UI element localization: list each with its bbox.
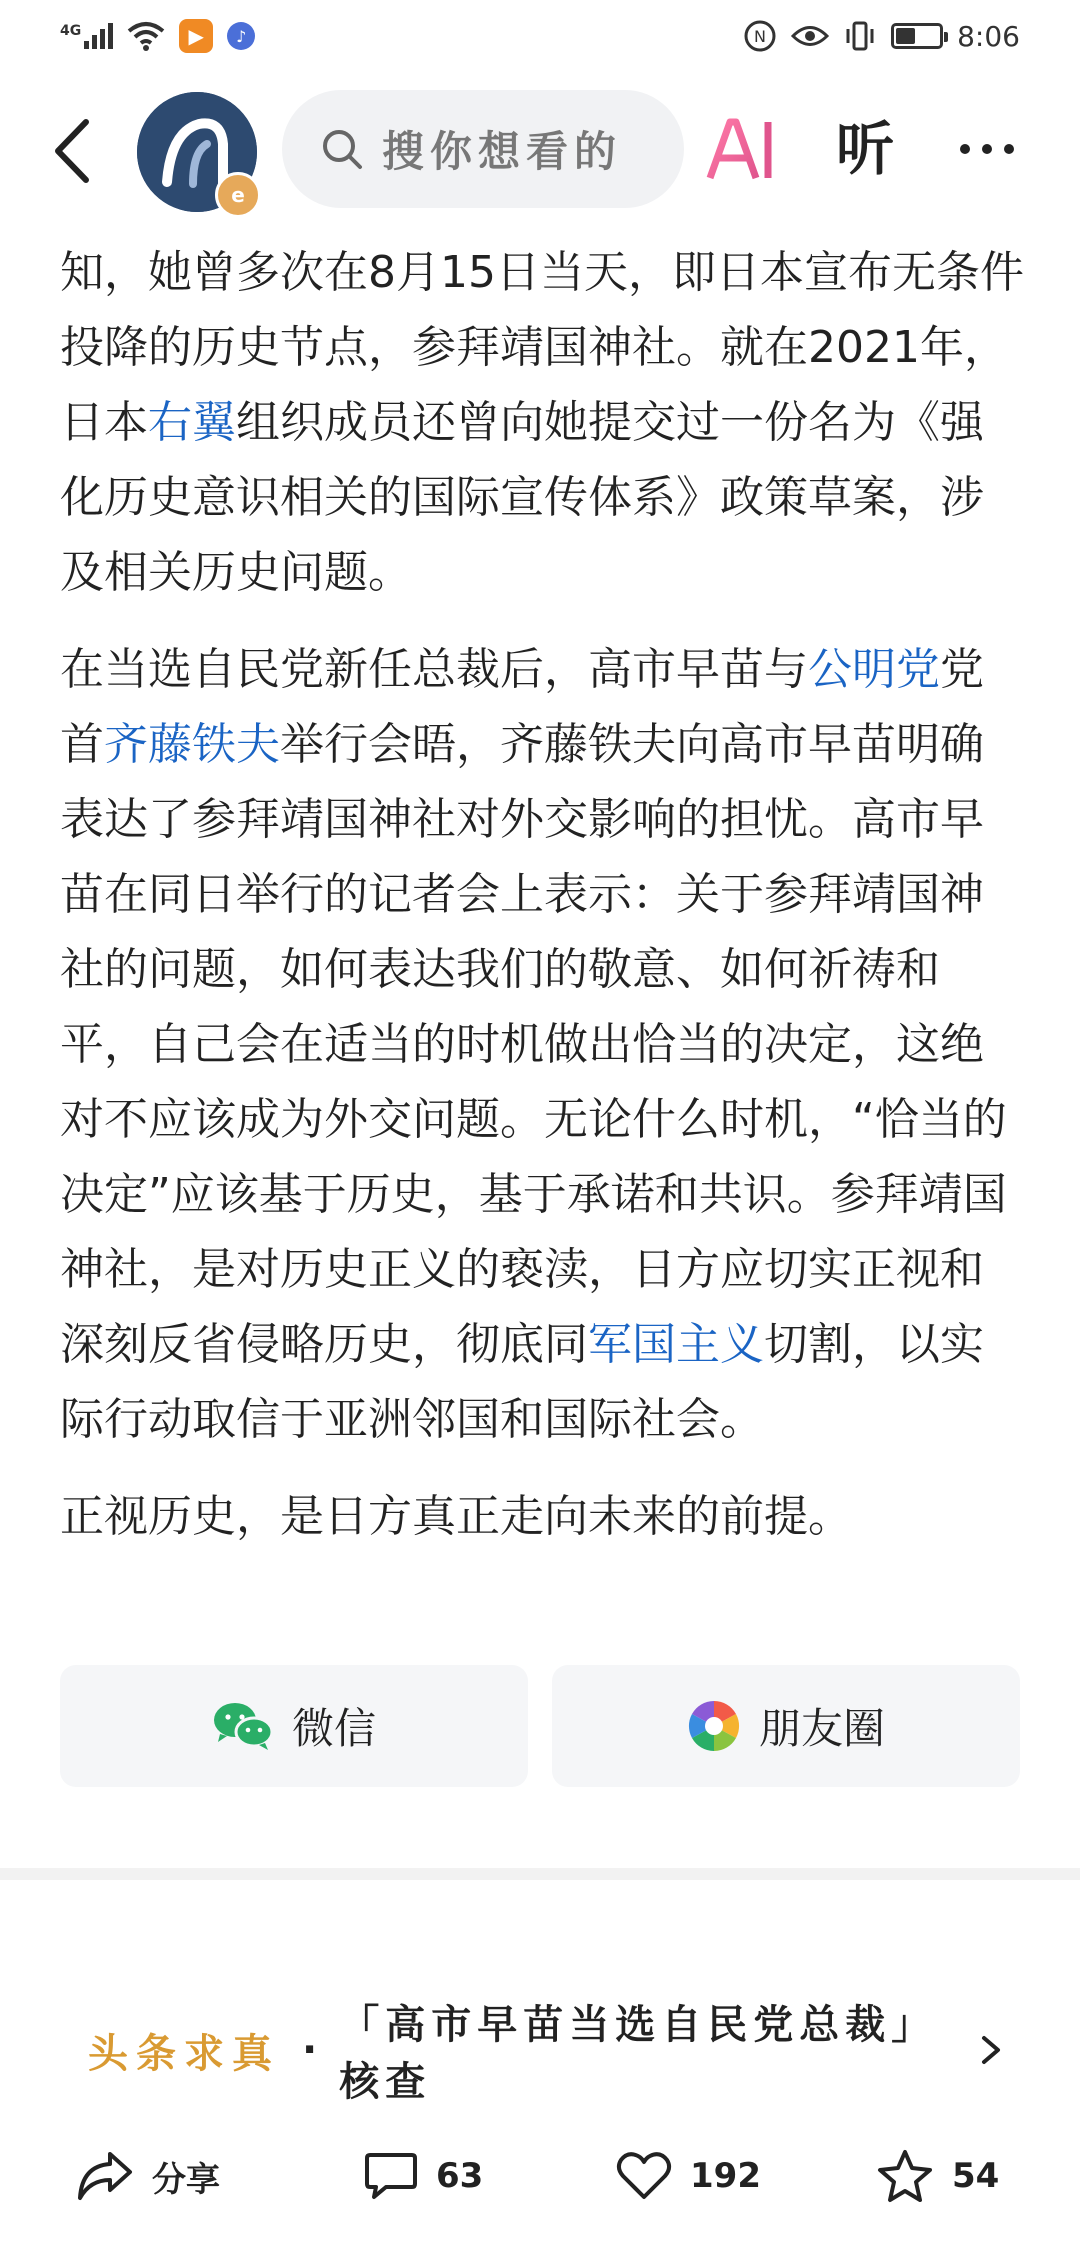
fact-check-tag: 头条求真 (88, 2030, 280, 2077)
article-inline-link[interactable]: 齐藤铁夫 (104, 719, 280, 770)
comment-bubble-icon (364, 2151, 418, 2201)
share-wechat-label: 微信 (291, 1704, 376, 1753)
more-dot (1004, 144, 1014, 154)
status-bar (0, 0, 1080, 72)
back-button[interactable] (48, 116, 108, 186)
comment-count: 63 (436, 2156, 484, 2196)
fact-check-separator: · (302, 2027, 318, 2073)
ai-button[interactable] (706, 114, 778, 184)
article-text-segment: 切割，以实际行动取信于亚洲邻国和国际社会。 (60, 1319, 984, 1445)
nfc-icon (743, 19, 777, 53)
more-menu-button[interactable] (960, 144, 1014, 154)
wifi-icon (127, 21, 165, 51)
comment-button[interactable] (364, 2151, 483, 2201)
wechat-icon (212, 1700, 274, 1752)
heart-icon (616, 2151, 672, 2201)
vibrate-icon (843, 19, 877, 53)
favorite-count: 54 (952, 2156, 1000, 2196)
share-moments-button[interactable] (552, 1665, 1020, 1787)
video-app-notification-icon: ▶ (179, 19, 213, 53)
article-text-segment: 举行会晤，齐藤铁夫向高市早苗明确表达了参拜靖国神社对外交影响的担忧。高市早苗在同日举行的记者会上表示：关于参拜靖国神社的问题，如何表达我们的敬意、如何祈祷和平，自己会在适当的时机做出恰当的决定，这绝对不应该成为外交问题。无论什么时机，“恰当的决定”应该基于历史，基于承诺和共识。参拜靖国神社，是对历史正义的亵渎，日方应切实正视和深刻反省侵略历史，彻底同 (60, 719, 1007, 1370)
chevron-left-icon (48, 116, 98, 186)
music-app-notification-icon: ♪ (227, 22, 255, 50)
svg-text:N: N (754, 27, 767, 46)
chevron-right-icon (970, 2030, 1010, 2070)
share-arrow-icon (76, 2150, 134, 2202)
cellular-signal-icon (60, 23, 113, 49)
bottom-action-bar (0, 2126, 1080, 2226)
fact-check-banner[interactable] (0, 2002, 1080, 2105)
like-button[interactable] (616, 2151, 761, 2201)
star-icon (876, 2148, 934, 2204)
verified-badge-icon: e (215, 172, 261, 218)
battery-icon (891, 23, 943, 49)
article-text-segment: 组织成员还曾向她提交过一份名为《强化历史意识相关的国际宣传体系》政策草案，涉及相关历史问题。 (60, 397, 984, 598)
share-action-button[interactable] (76, 2150, 220, 2202)
search-placeholder: 搜你想看的 (382, 127, 623, 176)
article-inline-link[interactable]: 公明党 (808, 644, 940, 695)
favorite-button[interactable] (876, 2148, 999, 2204)
eye-comfort-icon (791, 23, 829, 49)
article-text-segment: 在当选自民党新任总裁后，高市早苗与 (60, 644, 808, 695)
article-text-segment: 党首 (60, 644, 984, 770)
listen-button[interactable]: 听 (836, 115, 895, 183)
article-inline-link[interactable]: 军国主义 (588, 1319, 764, 1370)
share-wechat-button[interactable] (60, 1665, 528, 1787)
like-count: 192 (690, 2156, 761, 2196)
clock: 8:06 (957, 19, 1020, 53)
article-text-segment: 知，她曾多次在8月15日当天，即日本宣布无条件投降的历史节点，参拜靖国神社。就在2021年，日本 (60, 247, 1024, 448)
search-icon (320, 127, 364, 171)
share-action-label: 分享 (152, 2159, 220, 2200)
status-left (60, 19, 255, 53)
article-paragraph-1 (60, 235, 1025, 610)
partial-section-heading (64, 1980, 164, 1992)
status-right (743, 19, 1020, 53)
section-divider (0, 1868, 1080, 1880)
share-moments-label: 朋友圈 (758, 1704, 885, 1753)
article-body (60, 235, 1025, 1576)
more-dot (982, 144, 992, 154)
fact-check-title: 「高市早苗当选自民党总裁」核查 (339, 2002, 938, 2105)
moments-aperture-icon (687, 1699, 741, 1753)
share-row (60, 1665, 1020, 1787)
search-input[interactable] (282, 90, 684, 208)
network-type: 4G (60, 23, 82, 39)
author-avatar[interactable] (137, 92, 257, 212)
ai-icon (706, 114, 778, 184)
article-paragraph-2 (60, 632, 1025, 1457)
article-text-segment: 正视历史，是日方真正走向未来的前提。 (60, 1491, 852, 1542)
article-inline-link[interactable]: 右翼 (148, 397, 236, 448)
more-dot (960, 144, 970, 154)
article-paragraph-3 (60, 1479, 1025, 1554)
top-nav-bar (0, 84, 1080, 214)
